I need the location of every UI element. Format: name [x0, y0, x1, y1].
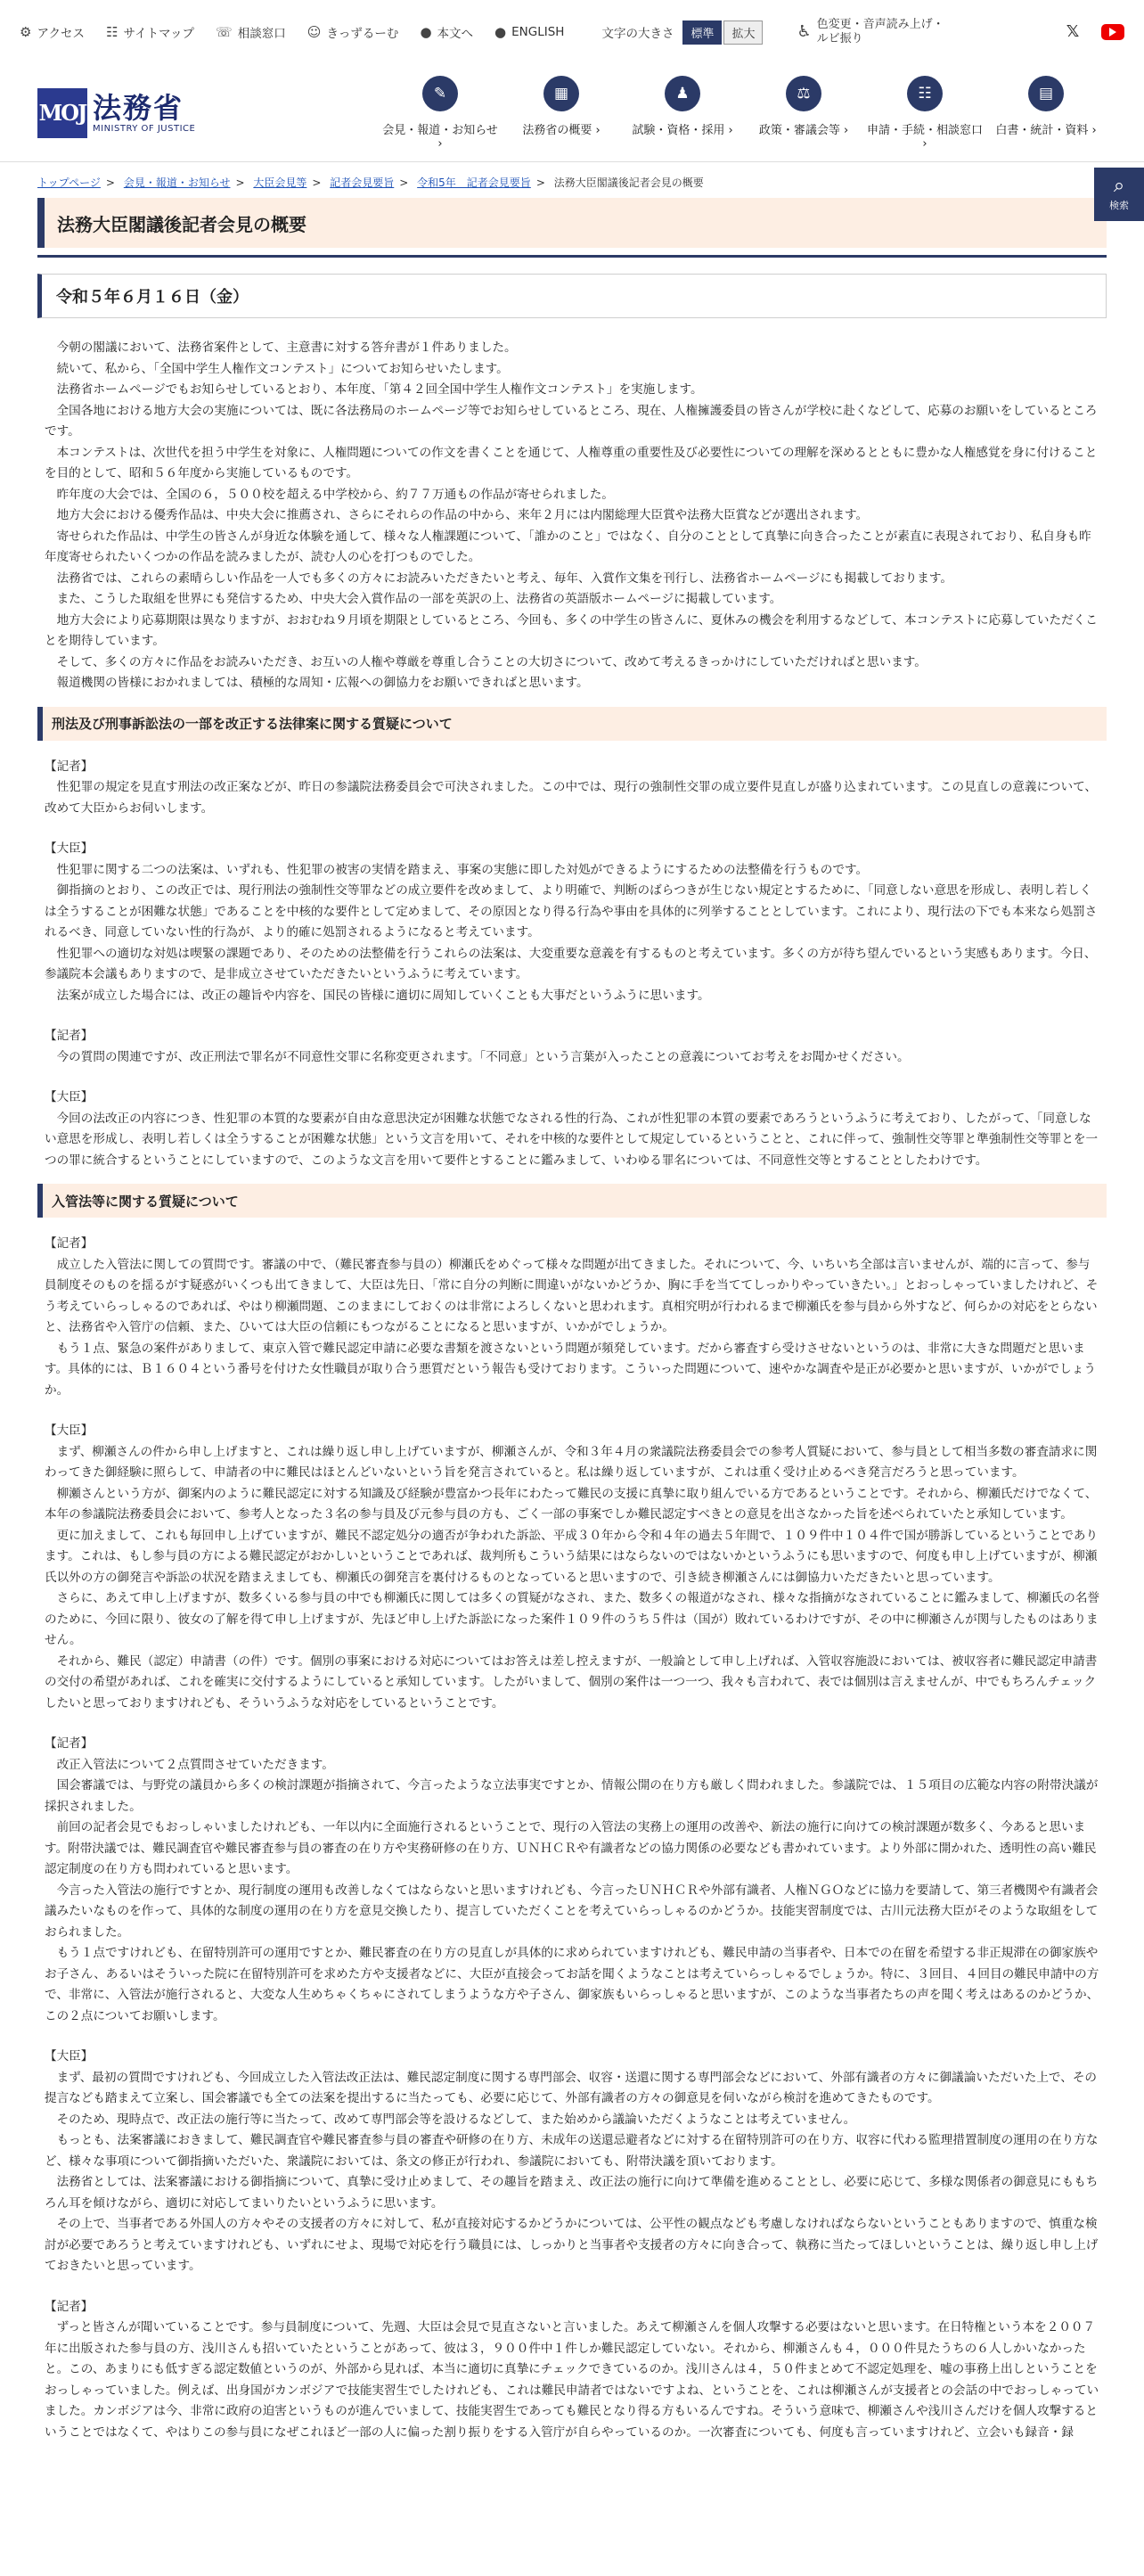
kids-link[interactable] [307, 23, 399, 41]
qa-paragraph: 法務省としては、法案審議における御指摘について、真摯に受け止めまして、その趣旨を踏まえ、改正法の施行に向けて準備を進めることとし、必要に応じて、多様な関係者の御意見にももちろん耳を傾けながら、適切に対応してまいりたいというふうに思います。 [45, 2175, 1099, 2211]
person-icon: ♟ [665, 76, 700, 111]
accessibility-line-2: ルビ振り [816, 32, 863, 45]
gnav-item-application[interactable] [864, 76, 985, 151]
intro-paragraph: 全国各地における地方大会の実施については、既に各法務局のホームページ等でお知らせしているところ、現在、人権擁護委員の皆さんが学校に赴くなどして、応募のお願いをしているところです。 [45, 403, 1098, 439]
sitemap-icon: ☷ [106, 24, 118, 40]
qa-paragraph: 御指摘のとおり、この改正では、現行刑法の強制性交等罪などの成立要件を改めまして、より明確で、判断のばらつきが生じない規定とするために、「同意しない意思を形成し、表明し若しくは全うすることが困難な状態」であることを中核的な要件として定めまして、その原因となり得る行為や事由を具体的に列挙することとしています。これにより、現行法の下でも本来なら処罰されるべき、同意していない性的行為が、より的確に処罰されるようになると考えています。 [45, 883, 1098, 939]
consult-link[interactable] [216, 23, 286, 41]
intro-paragraph: 法務省ホームページでもお知らせしているとおり、本年度、「第４２回全国中学生人権作文コンテスト」を実施します。 [56, 382, 703, 397]
qa-paragraph: もう１点ですけれども、在留特別許可の運用ですとか、難民審査の在り方の見直しが具体的に求められていますけれども、難民申請の当事者や、日本での在留を希望する非正規滞在の御家族やお子さん、あるいはそういった院に在留特別許可を求めた方や支援者などに、大臣が直接会ってお話を聞くようなことは考えていらっしゃるでしょうか。特に、３回目、４回目の難民申請中の方で、非常に、入管法が施行されると、大変な人生めちゃくちゃにされてしまうような方や子さん、御家族もいらっしゃると思いますが、このような当事者たちの声を聞く考えはあるのかどうか、この２点についてお願いします。 [45, 1946, 1099, 2023]
bullet-icon: ● [494, 24, 507, 40]
intro-paragraph: 本コンテストは、次世代を担う中学生を対象に、人権問題についての作文を書くことを通じて、人権尊重の重要性及び必要性についての理解を深めるとともに豊かな人権感覚を身に付けることを目的として、昭和５６年度から実施しているものです。 [45, 445, 1098, 480]
qa-sections [45, 707, 1099, 2444]
qa-paragraph: 成立した入管法に関しての質問です。審議の中で、（難民審査参与員の）柳瀬氏をめぐって様々な問題が出てきました。それについて、今、いちいち全部は言いませんが、端的に言って、参与員制度そのものを揺るがす疑惑がいくつも出てきまして、大臣は先日、「常に自分の判断に間違いがないかどうか、胸に手を当ててしっかりやっていきたい。」とおっしゃっていましたけれど、そう考えていらっしゃるのであれば、やはり柳瀬問題、このままにしておくのは非常によろしくないと思われます。真相究明が行われるまで柳瀬氏を参与員から外すなど、何らかの対応をとらないと、法務省や入管庁の信頼、また、ひいては大臣の信頼にもつながることになると思いますが、いかがでしょうか。 [45, 1257, 1099, 1334]
form-icon: ☷ [907, 76, 943, 111]
intro-paragraph: 寄せられた作品は、中学生の皆さんが身近な体験を通して、様々な人権課題について、「誰かのこと」ではなく、自分のこととして真摯に向き合ったことが素直に表現されており、私自身も昨年度寄せられたいくつかの作品を読みましたが、読む人の心を打つものでした。 [45, 529, 1091, 564]
speaker-label: 【大臣】 [45, 841, 94, 856]
sitemap-label: サイトマップ [123, 27, 195, 41]
kids-icon: ☺ [306, 24, 322, 40]
search-label: 検索 [1109, 200, 1129, 211]
global-nav [380, 76, 1107, 151]
page-title: 法務大臣閣議後記者会見の概要 [37, 198, 1107, 248]
qa-paragraph: 更に加えまして、これも毎回申し上げていますが、難民不認定処分の適否が争われた訴訟、平成３０年から令和４年の過去５年間で、１０９件中１０４件で国が勝訴しているということであります。これは、もし参与員の方による難民認定がおかしいということであれば、裁判所もこういう結果にはならないのではないかというふうにも思いますので、何度も申し上げていますが、柳瀬氏以外の方の御発言や訴訟の状況を踏まえましても、柳瀬氏の御発言を裏付けるものとなっていると思いますので、引き続き柳瀬さんには御協力いただきたいと思っています。 [45, 1528, 1099, 1585]
gnav-label: 法務省の概要 › [522, 124, 600, 137]
moj-logo-mark: MOJ [37, 88, 87, 138]
qa-paragraph: 法案が成立した場合には、改正の趣旨や内容を、国民の皆様に適切に周知していくことも大事だというふうに思います。 [56, 988, 710, 1003]
font-large-button[interactable]: 拡大 [723, 21, 763, 45]
site-header [0, 64, 1144, 162]
qa-paragraph: もっとも、法案審議におきまして、難民調査官や難民審査参与員の審査や研修の在り方、未成年の送還忌避者などに対する在留特別許可の在り方、収容に代わる監理措置制度の運用の在り方など、様々な事項について御指摘いただいた、衆議院においては、条文の修正が行われ、参議院においても、附帯決議を頂いております。 [45, 2133, 1099, 2169]
intro-paragraph: 法務省では、これらの素晴らしい作品を一人でも多くの方々にお読みいただきたいと考え、毎年、入賞作文集を刊行し、法務省ホームページにも掲載しております。 [56, 570, 952, 586]
search-icon: ⌕ [1113, 175, 1125, 197]
youtube-icon[interactable] [1101, 24, 1124, 40]
qa-paragraph: その上で、当事者である外国人の方々やその支援者の方々に対して、私が直接対応するかどうかについては、公平性の観点なども考慮しなければならないということもありますので、慎重な検討が必要であろうと考えていますけれども、いずれにせよ、現場で対応を行う職員には、しっかりと当事者や支援者の方々に向き合って、執務に当たってほしいということは、繰り返し申し上げておきたいと思っています。 [45, 2217, 1099, 2273]
access-link[interactable] [20, 23, 85, 41]
sitemap-link[interactable] [106, 23, 194, 41]
main-content [0, 318, 1144, 2443]
building-icon: ▦ [543, 76, 579, 111]
qa-paragraph: 性犯罪に関する二つの法案は、いずれも、性犯罪の被害の実情を踏まえ、事案の実態に即した対処ができるようにするための法整備を行うものです。 [56, 862, 869, 877]
intro-paragraph: 地方大会における優秀作品は、中央大会に推薦され、さらにそれらの作品の中から、来年２月には内閣総理大臣賞や法務大臣賞などが選出されます。 [56, 508, 869, 522]
breadcrumb-link[interactable]: 令和5年 記者会見要旨 [417, 176, 531, 189]
gnav-item-press[interactable] [380, 76, 501, 151]
gnav-item-policy[interactable] [743, 76, 864, 151]
english-label: ENGLISH [511, 25, 565, 39]
english-link[interactable] [494, 24, 564, 40]
qa-paragraph: 性犯罪の規定を見直す刑法の改正案などが、昨日の参議院法務委員会で可決されました。この中では、現行の強制性交罪の成立要件見直しが盛り込まれています。この見直しの意義について、改めて大臣からお伺いします。 [45, 780, 1098, 816]
speaker-label: 【大臣】 [45, 1090, 94, 1104]
intro-paragraph: 地方大会により応募期限は異なりますが、おおむね９月頃を期限としているところ、今回も、多くの中学生の皆さんに、夏休みの機会を利用するなどして、本コンテストに応募していただくことを期待しています。 [45, 612, 1098, 648]
logo-names [93, 92, 195, 134]
breadcrumb-separator: > [312, 176, 322, 189]
qa-paragraph: まず、最初の質問ですけれども、今回成立した入管法改正法は、難民認定制度に関する専門部会、収容・送還に関する専門部会などにおいて、外部有識者の方々に御議論いただいた上で、その提言なども踏まえて立案し、国会審議でも全ての法案を提出するに当たっても、必要に応じて、外部有識者の方々の御意見を伺いながら検討を進めてきたものです。 [45, 2070, 1098, 2105]
speaker-label: 【大臣】 [45, 1423, 94, 1438]
section-heading: 入管法等に関する質疑について [37, 1184, 1107, 1218]
qa-paragraph: まず、柳瀬さんの件から申し上げますと、これは繰り返し申し上げていますが、柳瀬さんが、令和３年４月の衆議院法務委員会での参考人質疑において、参与員として相当多数の審査請求に関わってきた御経験に照らして、申請者の中に難民はほとんどいないという旨を発言されていると。私は繰り返していますが、これは重く受け止めるべき発言だろうと思っています。 [45, 1444, 1098, 1480]
accessibility-label [817, 18, 944, 47]
qa-paragraph: 性犯罪への適切な対処は喫緊の課題であり、そのための法整備を行うこれらの法案は、大変重要な意義を有するものと考えています。多くの方が待ち望んでいるという実感もあります。今日、参議院本会議もありますので、是非成立させていただきたいというふうに考えています。 [45, 946, 1097, 981]
gnav-label: 白書・統計・資料 › [995, 124, 1096, 137]
breadcrumb-separator: > [105, 176, 115, 189]
access-label: アクセス [37, 27, 86, 41]
gnav-label: 会見・報道・お知らせ › [382, 124, 498, 151]
intro-section [45, 338, 1099, 694]
qa-paragraph: ずっと皆さんが聞いていることです。参与員制度について、先週、大臣は会見で見直さないと言いました。あえて柳瀬さんを個人攻撃する必要はないと思います。在日特権という本を２００７年に出版された参与員の方、浅川さんも招いていたということがあって、彼は３，９００件中１件しか難民認定していない。それから、柳瀬さんも４，０００件見たうちの６人しかいなかったと。この、あまりにも低すぎる認定数値というのが、外部から見れば、本当に適切に真摯にチェックできているのか。浅川さんは４，５０件まとめて不認定処理を、嘘の事務上出しということをおっしゃっていました。例えば、出身国がカンボジアで技能実習生でしたけれども、これは難民申請者ではないですよね、ということを、これは柳瀬さんが支援者との会話の中でおっしゃっていました。カンボジアは今、非常に政府の迫害というものが進んでいまして、技能実習生であっても難民となり得る方もいるんですね。そういう意味で、柳瀬さんや浅川さんだけを個人攻撃するということではなくて、やはりこの参与員になぜこれほど一部の人に偏った割り振りをする入管庁が自らやっているのか。一次審査についても、何度も言っていますけれど、立会いも録音・録 [45, 2320, 1099, 2440]
gnav-item-exams[interactable] [622, 76, 743, 151]
gnav-label: 申請・手続・相談窓口 › [867, 124, 983, 151]
speaker-label: 【記者】 [45, 1736, 94, 1751]
breadcrumb-separator: > [399, 176, 409, 189]
breadcrumb-link[interactable]: 記者会見要旨 [330, 176, 395, 189]
breadcrumb [0, 162, 1144, 198]
qa-paragraph: さらに、あえて申し上げますが、数多くいる参与員の中でも柳瀬氏に関しては多くの質疑がなされ、また、数多くの報道がなされ、様々な指摘がなされていることに鑑みまして、柳瀬氏の名誉のために、今回に限り、彼女の了解を得て申し上げますが、先ほど申し上げた訴訟になった案件１０９件のうち５件は（国が）敗れているわけですが、その中に柳瀬さんが関与したものはありません。 [45, 1591, 1100, 1647]
qa-paragraph: 今回の法改正の内容につき、性犯罪の本質的な要素が自由な意思決定が困難な状態でなされる性的行為、これが性犯罪の本質の要素であろうというふうに考えており、したがって、「同意しない意思を形成し、表明し若しくは全うすることが困難な状態」という文言を用いて、それを中核的な要件として規定しているということと、これに伴って、強制性交等罪と準強制性交等罪とを一つの罪に統合するということにしていますので、このような文言を用いて要件とすることに鑑みまして、いわゆる罪名については、不同意性交等とすることとしたわけです。 [45, 1111, 1099, 1168]
qa-paragraph: 柳瀬さんという方が、御案内のように難民認定に対する知識及び経験が豊富かつ長年にわたって難民の支援に真摯に取り組んでいる方であるということです。それから、柳瀬氏だけでなくて、本年の参議院法務委員会において、参考人となった３名の参与員及び元参与員の方も、ごく一部の事案でしか難民認定すべきとの意見を出さなかった旨を述べられていたと承知しています。 [45, 1486, 1098, 1522]
accessibility-line-1: 色変更・音声読み上げ・ [816, 17, 944, 31]
intro-paragraph: 報道機関の皆様におかれましては、積極的な周知・広報への御協力をお願いできればと思います。 [56, 676, 589, 690]
utility-bar [0, 0, 1144, 64]
site-logo[interactable] [37, 88, 195, 138]
accessibility-link[interactable] [797, 18, 944, 47]
intro-paragraph: そして、多くの方々に作品をお読みいただき、お互いの人権や尊厳を尊重し合うことの大切さについて、改めて考えるきっかけにしていただければと思います。 [56, 654, 927, 669]
qa-paragraph: 今言った入管法の施行ですとか、現行制度の運用も改善しなくてはならないと思いますけれども、今言ったＵＮＨＣＲや外部有識者、人権ＮＧＯなどに協力を要請して、第三者機関や有識者会議みたいなものを作って、具体的な制度の運用の在り方を意見交換したり、提言していただくことを考えていらっしゃるのかどうか。技能実習制度では、古川元法務大臣がそのような取組をしておられました。 [45, 1883, 1099, 1940]
speaker-label: 【大臣】 [45, 2049, 94, 2063]
breadcrumb-current: 法務大臣閣議後記者会見の概要 [553, 176, 704, 189]
breadcrumb-link[interactable]: 大臣会見等 [253, 176, 307, 189]
gnav-item-whitepaper[interactable] [985, 76, 1107, 151]
title-divider [37, 255, 1107, 258]
section-heading: 刑法及び刑事訴訟法の一部を改正する法律案に関する質疑について [37, 707, 1107, 741]
breadcrumb-separator: > [535, 176, 545, 189]
social-links [1064, 23, 1124, 41]
intro-paragraph: 昨年度の大会では、全国の６，５００校を超える中学校から、約７７万通もの作品が寄せられました。 [56, 487, 614, 502]
intro-paragraph: 続いて、私から、「全国中学生人権作文コンテスト」についてお知らせいたします。 [56, 361, 509, 376]
qa-paragraph: 改正入管法について２点質問させていただきます。 [56, 1757, 334, 1772]
qa-paragraph: もう１点、緊急の案件がありまして、東京入管で難民認定申請に必要な書類を渡さないという問題が頻発しています。だから審査すら受けさせないというのは、非常に大きな問題だと思います。具体的には、Ｂ１６０４という番号を付けた女性職員が取り合う悪質だという報告も受けております。こういった問題について、速やかな調査や是正が必要かと思いますが、いかがでしょうか。 [45, 1341, 1096, 1398]
font-standard-button[interactable]: 標準 [682, 21, 722, 45]
breadcrumb-separator: > [235, 176, 245, 189]
speaker-label: 【記者】 [45, 1029, 94, 1043]
logo-japanese: 法務省 [93, 91, 184, 125]
bullet-icon: ● [420, 24, 432, 40]
speaker-label: 【記者】 [45, 1236, 94, 1251]
intro-paragraph: 今朝の閣議において、法務省案件として、主意書に対する答弁書が１件ありました。 [56, 340, 517, 355]
consult-label: 相談窓口 [237, 27, 286, 41]
accessibility-icon: ♿ [797, 21, 812, 41]
qa-paragraph: そのため、現時点で、改正法の施行等に当たって、改めて専門部会等を設けるなどして、また始めから議論いただくようなことは考えていません。 [56, 2112, 856, 2127]
qa-paragraph: 今の質問の関連ですが、改正刑法で罪名が不同意性交罪に名称変更されます。「不同意」という言葉が入ったことの意義についてお考えをお聞かせください。 [56, 1049, 910, 1064]
font-size-control [601, 21, 763, 45]
qa-paragraph: 国会審議では、与野党の議員から多くの検討課題が指摘されて、今言ったような立法事実ですとか、情報公開の在り方も厳しく問われました。参議院では、１５項目の広範な内容の附帯決議が採択されました。 [45, 1778, 1099, 1814]
speaker-label: 【記者】 [45, 2299, 94, 2314]
breadcrumb-link[interactable]: 会見・報道・お知らせ [123, 176, 231, 189]
document-icon: ▤ [1028, 76, 1064, 111]
main-content-label: 本文へ [437, 27, 474, 41]
chat-icon: ☏ [216, 24, 233, 40]
qa-paragraph: それから、難民（認定）申請書（の件）です。個別の事案における対応についてはお答えは差し控えますが、一般論として申し上げれば、入管収容施設においては、被収容者に難民認定申請書の交付の希望があれば、これを確実に交付するようにしていると承知しています。したがいまして、個別の案件は一つ一つ、我々も言われて、表では個別は言えませんが、中でもちろんチェックしたいと思っておりますけれども、そういうふうな対応をしているということです。 [45, 1653, 1098, 1710]
press-date: 令和５年６月１６日（金） [37, 274, 1107, 318]
breadcrumb-link[interactable]: トップページ [37, 176, 101, 189]
speaker-label: 【記者】 [45, 759, 94, 774]
gnav-label: 試験・資格・採用 › [632, 124, 732, 137]
gear-icon: ⚙ [20, 24, 32, 40]
press-icon: ✎ [422, 76, 458, 111]
logo-english: MINISTRY OF JUSTICE [93, 124, 196, 134]
main-content-link[interactable] [420, 23, 473, 41]
qa-paragraph: 前回の記者会見でもおっしゃいましたけれども、一年以内に全面施行されるということで、現行の入管法の実務上の運用の改善や、新法の施行に向けての検討課題が数多く、今あると思います。附帯決議では、難民調査官や難民審査参与員の審査の在り方や実務研修の在り方、ＵＮＨＣＲや有識者などの協力関係の必要なども書かれています。より外部に開かれた、透明性の高い難民認定制度の在り方も問われていると思います。 [45, 1820, 1097, 1876]
gnav-item-overview[interactable] [501, 76, 622, 151]
kids-label: きっずるーむ [326, 27, 399, 41]
scale-icon: ⚖ [786, 76, 821, 111]
intro-paragraph: また、こうした取組を世界にも発信するため、中央大会入賞作品の一部を英訳の上、法務省の英語版ホームページに掲載しています。 [56, 592, 782, 606]
x-twitter-icon[interactable]: 𝕏 [1066, 22, 1080, 41]
gnav-label: 政策・審議会等 › [759, 124, 848, 137]
search-button[interactable] [1094, 168, 1144, 221]
font-size-label: 文字の大きさ [601, 27, 674, 41]
